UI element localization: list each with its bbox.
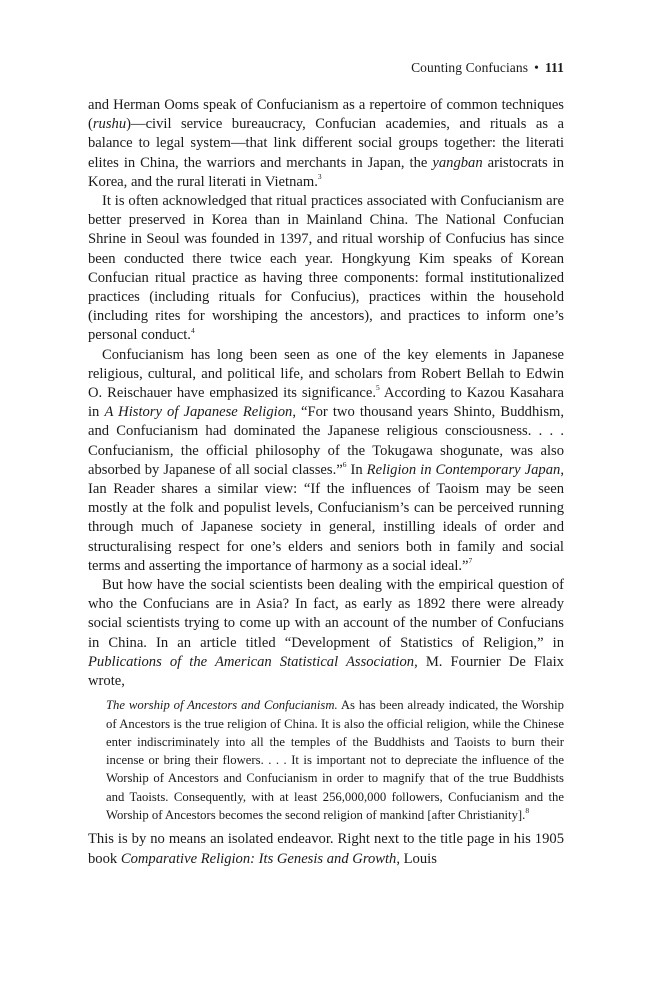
- footnote-ref-4: 4: [190, 325, 195, 335]
- block-quote: The worship of Ancestors and Confucianism. As has been already indicated, the Worship of Ancestors is the true religion of China. It is also the official religion, while the Chinese enter indiscriminately into all the temples of the Buddhists and Taoists to burn their incense or bring their flowers. . . . It is important not to depreciate the influence of the Worship of Ancestors and Confucianism in order to magnify that of the true Buddhists and Taoists. Consequently, with at least 256,000,000 followers, Confucianism and the Worship of Ancestors becomes the second religion of mankind [after Christianity].$^8$: [106, 698, 565, 823]
- footnote-ref-6: 6: [342, 460, 347, 469]
- footnote-ref-3: 3: [317, 171, 322, 181]
- book-page: [88, 60, 564, 869]
- paragraph-3: Confucianism has long been seen as one of the key elements in Japanese religious, cultural, and political life, and scholars from Robert Bellah to Edwin O. Reischauer have emphasized its significance.$^5$ According to Kazou Kasahara in A History of Japanese Religion, “For two thousand years Shinto, Buddhism, and Confucianism had dominated the Japanese religious consciousness. . . . Confucianism, the official philosophy of the Tokugawa shogunate, was also absorbed by Japanese of all social classes.”$^6$ In Religion in Contemporary Japan, Ian Reader shares a similar view: “If the influences of Taoism may be seen mostly at the folk and populist levels, Confucianism’s can be perceived running through much of Japanese society in general, instilling ideals of order and structuralising respect for one’s elders and seniors both in family and social terms and asserting the importance of harmony as a social ideal.”$^7$: [88, 346, 565, 574]
- footnote-ref-7: 7: [468, 556, 473, 566]
- footnote-ref-8: 8: [525, 805, 530, 815]
- paragraph-4: But how have the social scientists been dealing with the empirical question of who the Confucians are in Asia? In fact, as early as 1892 there were already social scientists trying to come up with an account of the number of Confucians in China. In an article titled “Development of Statistics of Religion,” in Publications of the American Statistical Association, M. Fournier De Flaix wrote,: [88, 577, 564, 690]
- running-title: Counting Confucians: [411, 60, 529, 75]
- body-text: [88, 96, 564, 869]
- footnote-ref-5: 5: [376, 383, 380, 393]
- page-number: 111: [544, 60, 564, 75]
- paragraph-5: This is by no means an isolated endeavor. Right next to the title page in his 1905 book Comparative Religion: Its Genesis and Growth, Louis: [88, 831, 564, 867]
- paragraph-1: and Herman Ooms speak of Confucianism as a repertoire of common techniques (rushu)—civil service bureaucracy, Confucian academies, and rituals as a balance to legal system—that link different social groups together: the literati elites in China, the warriors and merchants in Japan, the yangban aristocrats in Korea, and the rural literati in Vietnam.$^3$: [88, 97, 564, 190]
- paragraph-2: It is often acknowledged that ritual practices associated with Confucianism are better preserved in Korea than in Mainland China. The National Confucian Shrine in Seoul was founded in 1397, and ritual worship of Confucius has since been conducted there twice each year. Hongkyung Kim speaks of Korean Confucian ritual practice as having three components: formal institutionalized practices (including rituals for Confucius), practices within the household (including rites for worshiping the ancestors), and practices to inform one’s personal conduct.$^4$: [88, 193, 564, 344]
- running-head: [88, 60, 564, 80]
- bullet-separator: •: [534, 60, 539, 75]
